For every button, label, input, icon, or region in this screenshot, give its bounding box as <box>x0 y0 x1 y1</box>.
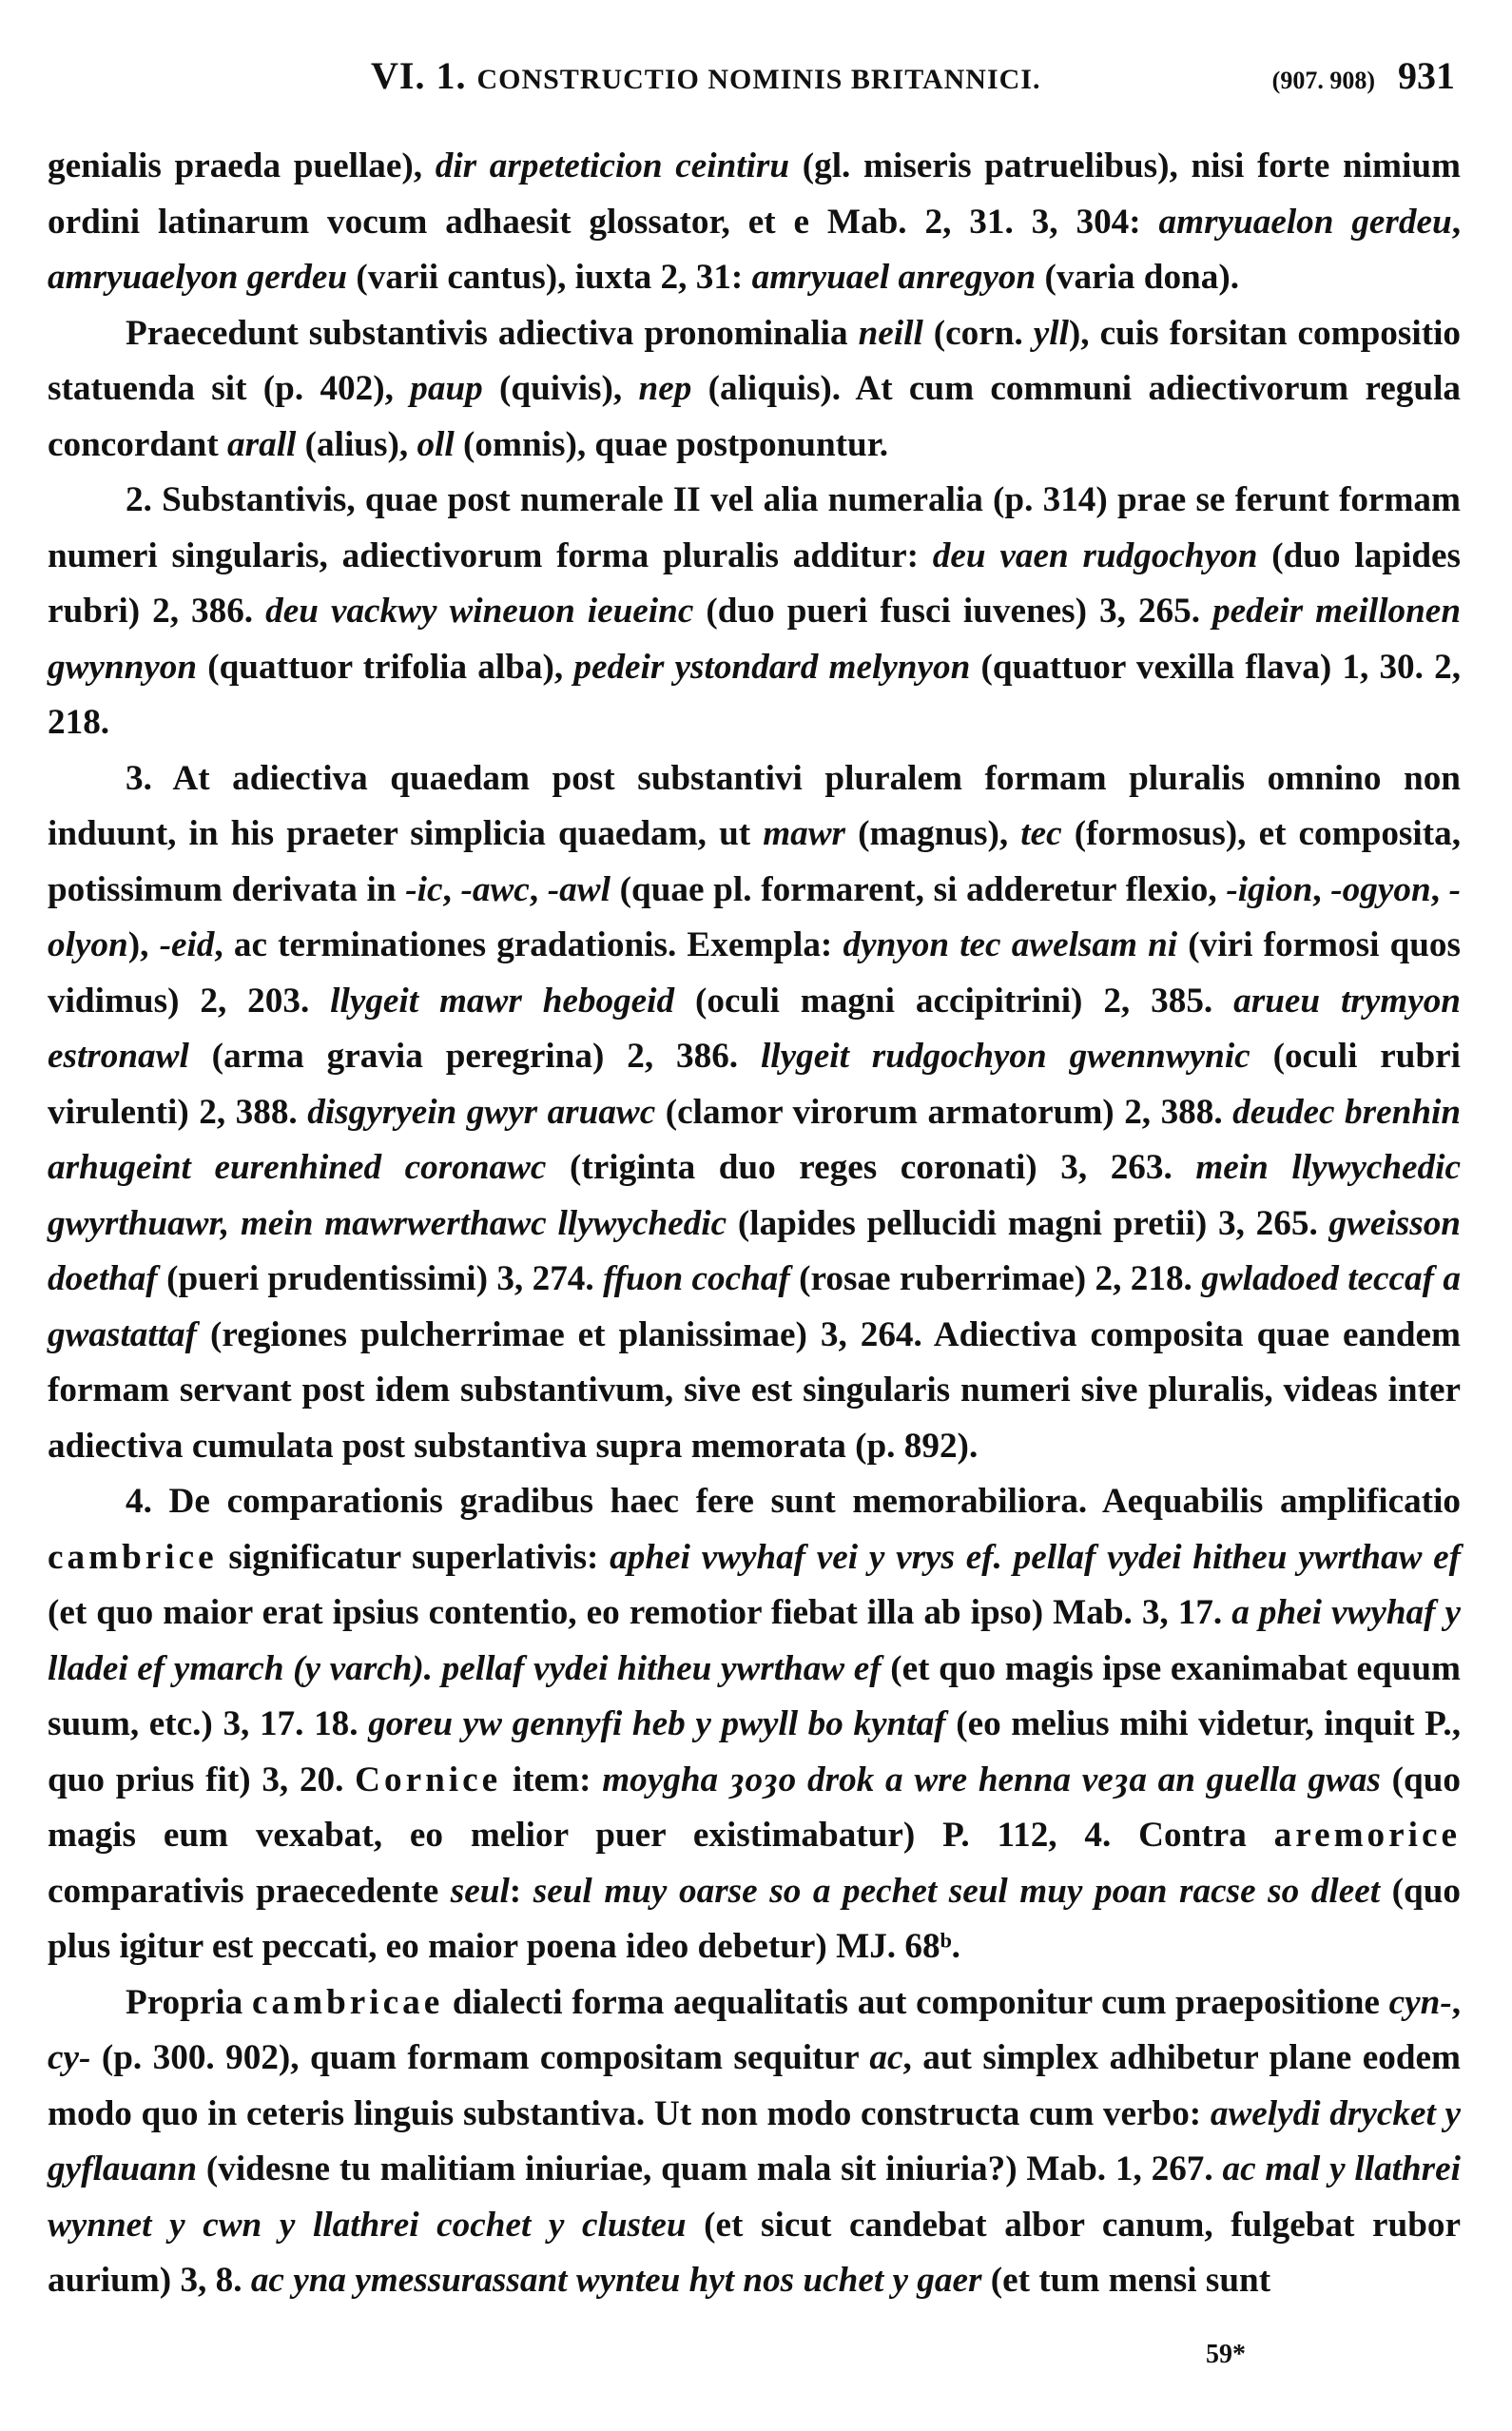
italic-term: deudec brenhin arhugeint eurenhined coronawc <box>48 1092 1462 1187</box>
italic-term: neill <box>858 313 923 353</box>
running-title: CONSTRUCTIO NOMINIS BRITANNICI. <box>476 64 1041 95</box>
italic-term: amryuael anregyon <box>751 258 1037 297</box>
text-run: Praecedunt substantivis adiectiva pronominalia <box>126 313 859 353</box>
italic-term: -olyon <box>48 869 1462 964</box>
text-run: (viri formosi quos vidimus) 2, 203. <box>48 925 1462 1021</box>
text-run: (duo pueri fusci iuvenes) 3, 265. <box>693 592 1213 631</box>
paragraph <box>48 473 1461 751</box>
italic-term: gwladoed teccaf a gwastattaf <box>48 1259 1462 1354</box>
italic-term: ac mal y llathrei wynnet y cwn y llathrei cochet y clusteu <box>48 2149 1461 2245</box>
text-run: ), cuis forsitan compositio statuenda sit (p. 402), <box>48 313 1462 408</box>
text-run: 4. De comparationis gradibus haec fere sunt memorabiliora. Aequabilis amplificatio <box>126 1482 1461 1521</box>
book-page <box>46 38 1466 2393</box>
italic-term: mein llywychedic gwyrthuawr, mein mawrwerthawc llywychedic <box>48 1148 1461 1243</box>
text-run: , <box>1312 869 1331 909</box>
italic-term: ac <box>869 2038 903 2077</box>
page-refs: (907. 908) <box>1271 67 1375 94</box>
text-run: (lapides pellucidi magni pretii) 3, 265. <box>727 1203 1329 1243</box>
italic-term: ffuon cochaf <box>603 1259 790 1298</box>
header-left <box>371 53 1040 98</box>
paragraph <box>48 306 1461 474</box>
italic-term: -ic <box>405 869 443 909</box>
text-run: (gl. miseris patruelibus), nisi forte nimium ordini latinarum vocum adhaesit glossator, et e Mab. 2, 31. 3, 304: <box>48 146 1461 242</box>
text-run: (videsne tu malitiam iniuriae, quam mala sit iniuria?) Mab. 1, 267. <box>197 2149 1223 2188</box>
text-run: (quae pl. formarent, si adderetur flexio, <box>610 869 1227 909</box>
italic-term: llygeit mawr hebogeid <box>330 981 675 1021</box>
italic-term: yll <box>1033 313 1069 353</box>
italic-term: pedeir meillonen gwynnyon <box>48 592 1461 687</box>
text-run: (quivis), <box>482 369 639 408</box>
italic-term: arueu trymyon estronawl <box>48 981 1461 1076</box>
text-run: (et quo maior erat ipsius contentio, eo remotior fiebat illa ab ipso) Mab. 3, 17. <box>48 1593 1232 1632</box>
text-run: (formosus), et composita, potissimum derivata in <box>48 814 1461 909</box>
italic-term: -awc <box>460 869 530 909</box>
text-run: ), <box>127 925 160 964</box>
text-run: 3. At adiectiva quaedam post substantivi pluralem formam pluralis omnino non induunt, in his praeter simplicia quaedam, ut <box>48 758 1461 853</box>
spaced-term: cambrice <box>48 1537 218 1577</box>
italic-term: -awl <box>547 869 611 909</box>
paragraph <box>48 1975 1461 2309</box>
paragraph <box>48 1474 1461 1975</box>
text-run: (rosae ruberrimae) 2, 218. <box>789 1259 1202 1298</box>
text-run: (oculi rubri virulenti) 2, 388. <box>48 1037 1461 1132</box>
spaced-term: cambricae <box>252 1982 444 2022</box>
italic-term: disgyryein gwyr aruawc <box>307 1092 656 1132</box>
text-run: (et quo magis ipse exanimabat equum suum, etc.) 3, 17. 18. <box>48 1648 1461 1743</box>
italic-term: seul muy oarse so a pechet seul muy poan racse so dleet <box>533 1871 1381 1911</box>
spaced-term: Cornice <box>355 1760 502 1799</box>
text-run: , aut simplex adhibetur plane eodem modo quo in ceteris linguis substantiva. Ut non modo constructa cum verbo: <box>48 2038 1461 2133</box>
text-run: (p. 300. 902), quam formam compositam sequitur <box>90 2038 870 2077</box>
text-run: : <box>509 1871 533 1911</box>
text-run: (et tum mensi sunt <box>981 2261 1271 2300</box>
text-run: , <box>1451 1982 1461 2022</box>
text-run: , ac terminationes gradationis. Exempla: <box>214 925 843 964</box>
italic-term: awelydi drycket y gyflauann <box>48 2093 1462 2188</box>
italic-term: llygeit rudgochyon gwennwynic <box>760 1037 1250 1076</box>
text-run: (oculi magni accipitrini) 2, 385. <box>674 981 1234 1021</box>
text-run: , <box>1430 869 1449 909</box>
italic-term: -eid <box>159 925 215 964</box>
text-run: item: <box>501 1760 603 1799</box>
text-run: , <box>442 869 461 909</box>
italic-term: cyn- <box>1388 1982 1452 2022</box>
italic-term: dynyon tec awelsam ni <box>843 925 1178 964</box>
italic-term: -ogyon <box>1330 869 1431 909</box>
italic-term: aphei vwyhaf vei y vrys ef. pellaf vydei hitheu ywrthaw ef <box>610 1537 1461 1577</box>
text-run: Propria <box>126 1982 252 2022</box>
text-run: (varii cantus), iuxta 2, 31: <box>347 258 752 297</box>
italic-term: ac yna ymessurassant wynteu hyt nos uchet y gaer <box>250 2261 982 2300</box>
text-run: significatur superlativis: <box>217 1537 611 1577</box>
header-right <box>1272 53 1455 98</box>
text-run: comparativis praecedente <box>48 1871 451 1911</box>
text-run: (eo melius mihi videtur, inquit P., quo prius fit) 3, 20. <box>48 1704 1461 1799</box>
italic-term: cy- <box>48 2038 91 2077</box>
italic-term: moygha ȝoȝo drok a wre henna veȝa an guella gwas <box>602 1760 1381 1799</box>
italic-term: nep <box>638 369 692 408</box>
running-header <box>46 38 1466 105</box>
text-run: (quo magis eum vexabat, eo melior puer existimabatur) P. 112, 4. Contra <box>48 1760 1461 1855</box>
text-run: (varia dona). <box>1036 258 1239 297</box>
italic-term: mawr <box>763 814 846 853</box>
signature-mark: 59* <box>1206 2340 1246 2369</box>
italic-term: gweisson doethaf <box>48 1203 1461 1298</box>
paragraph <box>48 139 1461 306</box>
italic-term: paup <box>410 369 483 408</box>
italic-term: tec <box>1020 814 1062 853</box>
text-run: (aliquis). At cum communi adiectivorum regula concordant <box>48 369 1461 464</box>
italic-term: deu vackwy wineuon ieueinc <box>265 592 694 631</box>
body-text <box>48 139 1461 2309</box>
spaced-term: aremorice <box>1273 1816 1461 1855</box>
italic-term: deu vaen rudgochyon <box>932 535 1258 575</box>
text-run: genialis praeda puellae), <box>48 146 436 185</box>
italic-term: seul <box>450 1871 510 1911</box>
text-run: (alius), <box>296 424 417 464</box>
text-run: (quo plus igitur est peccati, eo maior poena ideo debetur) MJ. 68ᵇ. <box>48 1871 1461 1966</box>
page-number: 931 <box>1398 54 1455 97</box>
text-run: , <box>529 869 548 909</box>
italic-term: a phei vwyhaf y lladei ef ymarch (y varch). pellaf vydei hitheu ywrthaw ef <box>48 1593 1462 1688</box>
text-run: (quattuor trifolia alba), <box>197 647 574 687</box>
text-run: (quattuor vexilla flava) 1, 30. 2, 218. <box>48 647 1461 742</box>
italic-term: dir arpeteticion ceintiru <box>435 146 790 185</box>
italic-term: goreu yw gennyfi heb y pwyll bo kyntaf <box>368 1704 946 1743</box>
paragraph <box>48 751 1461 1475</box>
italic-term: arall <box>227 424 297 464</box>
text-run: (magnus), <box>845 814 1021 853</box>
text-run: (arma gravia peregrina) 2, 386. <box>188 1037 761 1076</box>
text-run: (regiones pulcherrimae et planissimae) 3, 264. Adiectiva composita quae eandem formam servant post idem substantivum, sive est singularis numeri sive pluralis, videas inter adiectiva cumulata post substantiva supra memorata (p. 892). <box>48 1314 1461 1466</box>
italic-term: -igion <box>1226 869 1313 909</box>
italic-term: amryuaelyon gerdeu <box>48 258 348 297</box>
text-run: (clamor virorum armatorum) 2, 388. <box>655 1092 1233 1132</box>
text-run: , <box>1451 202 1461 242</box>
text-run: (corn. <box>922 313 1034 353</box>
text-run: 2. Substantivis, quae post numerale II vel alia numeralia (p. 314) prae se ferunt formam numeri singularis, adiectivorum forma pluralis additur: <box>48 480 1461 575</box>
text-run: (duo lapides rubri) 2, 386. <box>48 535 1461 631</box>
text-run: (et sicut candebat albor canum, fulgebat rubor aurium) 3, 8. <box>48 2205 1461 2300</box>
section-number: VI. 1. <box>371 54 467 97</box>
italic-term: amryuaelon gerdeu <box>1158 202 1452 242</box>
text-run: (pueri prudentissimi) 3, 274. <box>157 1259 604 1298</box>
text-run: dialecti forma aequalitatis aut componitur cum praepositione <box>443 1982 1389 2022</box>
italic-term: oll <box>417 424 455 464</box>
italic-term: pedeir ystondard melynyon <box>573 647 971 687</box>
text-run: (omnis), quae postponuntur. <box>454 424 889 464</box>
text-run: (triginta duo reges coronati) 3, 263. <box>546 1148 1196 1187</box>
